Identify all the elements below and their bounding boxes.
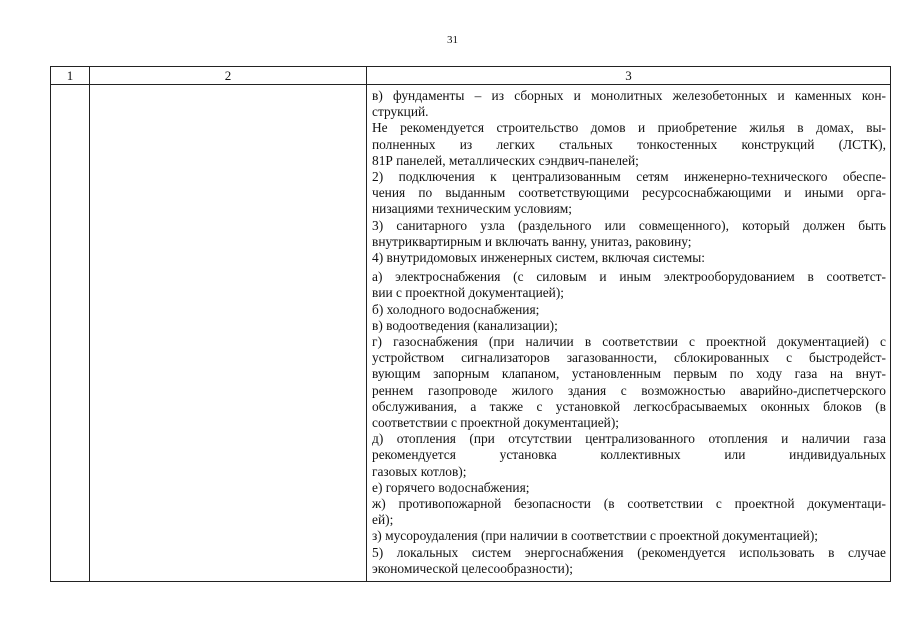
text-line: б) холодного водоснабжения; [372,301,540,317]
text-line: в) фундаменты – из сборных и монолитных железобетонных и каменных кон- [372,88,886,103]
text-line: реннем газопроводе жилого здания с возможностью аварийно-диспетчерского [372,382,886,398]
cell-col-3 [367,85,891,582]
text-line: 4) внутридомовых инженерных систем, включая системы: [372,250,705,266]
text-line: вии с проектной документацией); [372,285,565,301]
table-header-row [51,67,891,85]
text-line: 5) локальных систем энергоснабжения (рекомендуется использовать в случае [372,544,886,560]
content-table [50,66,891,582]
text-line: Не рекомендуется строительство домов и приобретение жилья в домах, вы- [372,120,886,136]
column-header-3: 3 [367,67,891,85]
cell-col-1 [51,85,90,582]
text-line: чения по выданным соответствующими ресурсоснабжающими и иными орга- [372,185,886,201]
text-line: д) отопления (при отсутствии централизованного отопления и наличии газа [372,431,886,447]
page-number: 31 [447,34,458,46]
text-line: экономической целесообразности); [372,560,573,576]
text-line: внутриквартирным и включать ванну, унитаз, раковину; [372,233,692,249]
text-line: ж) противопожарной безопасности (в соответствии с проектной документаци- [372,496,886,512]
text-line: г) газоснабжения (при наличии в соответствии с проектной документацией) с [372,334,886,350]
text-line: в) водоотведения (канализации); [372,317,558,333]
text-line: газовых котлов); [372,463,467,479]
column-header-1: 1 [51,67,90,85]
text-line: а) электроснабжения (с силовым и иным электрооборудованием в соответст- [372,269,886,285]
text-line: ей); [372,512,394,528]
text-line: е) горячего водоснабжения; [372,479,530,495]
column-header-2: 2 [90,67,367,85]
text-line: устройством сигнализаторов загазованности, сблокированных с быстродейст- [372,350,886,366]
text-line: полненных из легких стальных тонкостенных конструкций (ЛСТК), [372,136,886,152]
text-line: струкций. [372,104,429,120]
cell-col-2 [90,85,367,582]
text-line: вующим запорным клапаном, установленным первым по ходу газа на внут- [372,366,886,382]
text-line: 2) подключения к централизованным сетям инженерно-технического обеспе- [372,169,886,185]
text-line: соответствии с проектной документацией); [372,415,620,431]
text-line: 3) санитарного узла (раздельного или совмещенного), который должен быть [372,217,886,233]
text-line: рекомендуется установка коллективных или индивидуальных [372,447,886,463]
text-line: низациями техническим условиям; [372,201,572,217]
text-line: 81Р панелей, металлических сэндвич-панелей; [372,152,639,168]
text-line: обслуживания, а также с установкой легкосбрасываемых оконных блоков (в [372,398,886,414]
table-row [51,85,891,582]
text-line: з) мусороудаления (при наличии в соответствии с проектной документацией); [372,528,818,544]
